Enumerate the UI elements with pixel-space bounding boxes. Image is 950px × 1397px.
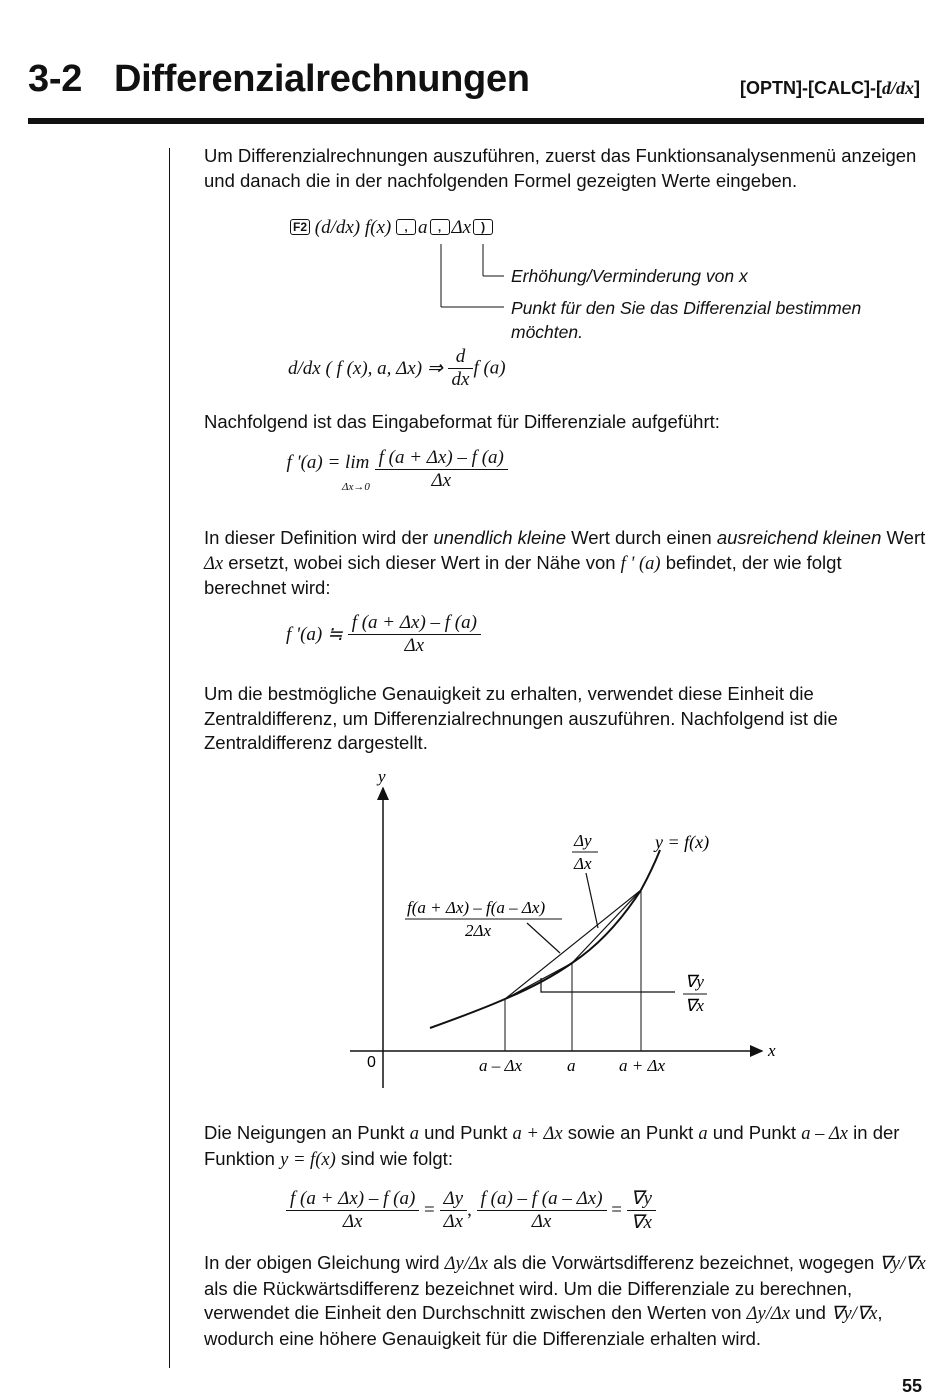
slopes-paragraph: Die Neigungen an Punkt a und Punkt a + Δx sowie an Punkt a und Punkt a – Δx in der Funktion y = f(x) sind wie folgt:: [204, 1122, 900, 1170]
f2-key: F2: [290, 219, 310, 235]
section-title: Differenzialrechnungen: [114, 58, 530, 100]
tick-a-plus: a + Δx: [619, 1056, 665, 1075]
page-number: 55: [901, 1376, 922, 1396]
comma-key-2: ,: [430, 219, 450, 235]
tick-a-minus: a – Δx: [479, 1056, 523, 1075]
formula-approx: f '(a) ≒ $\frac{f (a + \Delta x) - f (a)}{\Delta x}$: [286, 612, 481, 657]
central-num: f(a + Δx) – f(a – Δx): [407, 898, 546, 917]
forward-pointer: [586, 873, 598, 928]
backward-den: ∇x: [685, 996, 704, 1015]
final-paragraph: In der obigen Gleichung wird Δy/Δx als die Vorwärtsdifferenz bezeichnet, wogegen ∇y/∇x als die Rückwärtsdifferenz bezeichnet wird. Um die Differenziale zu berechnen, verwendet die Einheit den Durchschnitt zwischen den Werten von Δy/Δx und ∇y/∇x, wodurch eine höhere Genauigkeit für die Differenziale erhalten wird.: [204, 1252, 926, 1349]
forward-den: Δx: [574, 854, 592, 873]
key-path-function: d/dx: [881, 78, 914, 98]
annotation-a-2: möchten.: [511, 322, 583, 342]
backward-secant: [505, 963, 572, 999]
intro-paragraph: Um Differenzialrechnungen auszuführen, zuerst das Funktionsanalysenmenü anzeigen und danach die in der nachfolgenden Formel gezeigten Werte eingeben.: [204, 145, 917, 191]
key-path: [OPTN]-[CALC]-[d/dx]: [740, 78, 920, 98]
syntax-function: (d/dx) f(x): [314, 217, 392, 238]
syntax-arg-dx: Δx: [451, 217, 472, 238]
backward-pointer: [541, 978, 675, 992]
annotation-dx: Erhöhung/Verminderung von x: [511, 266, 748, 286]
formula-limit: f '(a) = lim Δx→0 $\frac{f (a + \Delta x) - f (a)}{\Delta x}$: [286, 452, 508, 496]
input-format-text: Nachfolgend ist das Eingabeformat für Differenziale aufgeführt:: [204, 411, 720, 432]
definition-paragraph: In dieser Definition wird der unendlich kleine Wert durch einen ausreichend kleinen Wert Δx ersetzt, wobei sich dieser Wert in der Nähe von f ' (a) befindet, der wie folgt berechnet wird:: [204, 527, 926, 598]
curve-label: y = f(x): [655, 832, 710, 852]
origin-label: 0: [367, 1054, 376, 1071]
annotation-a-1: Punkt für den Sie das Differenzial bestimmen: [511, 298, 862, 318]
syntax-arg-a: a: [418, 217, 428, 238]
forward-num: Δy: [574, 831, 592, 850]
comma-key: ,: [396, 219, 416, 235]
section-number: 3-2: [28, 58, 83, 100]
central-paragraph: Um die bestmögliche Genauigkeit zu erhalten, verwendet diese Einheit die Zentraldifferenz, um Differenzialrechnungen auszuführen. Nachfolgend ist die Zentraldifferenz dargestellt.: [204, 683, 838, 753]
x-axis-label: x: [768, 1041, 776, 1060]
central-pointer: [527, 923, 560, 953]
central-den: 2Δx: [465, 921, 492, 940]
formula-definition: d/dx ( f (x), a, Δx) ⇒ $\frac{d}{dx}$ f (a): [288, 346, 506, 390]
close-paren-key: ): [473, 219, 493, 235]
forward-secant: [572, 890, 641, 963]
formula-slopes: $\frac{f (a + \Delta x) - f (a)}{\Delta x}$ = $\frac{\Delta y}{\Delta x}$ , $\frac{f (a) - f (a - \Delta x)}{\Delta x}$ = $\frac{\nabla y}{\nabla x}$: [286, 1187, 656, 1234]
backward-num: ∇y: [685, 972, 704, 991]
tick-a: a: [567, 1056, 576, 1075]
y-axis-label: y: [378, 767, 386, 786]
